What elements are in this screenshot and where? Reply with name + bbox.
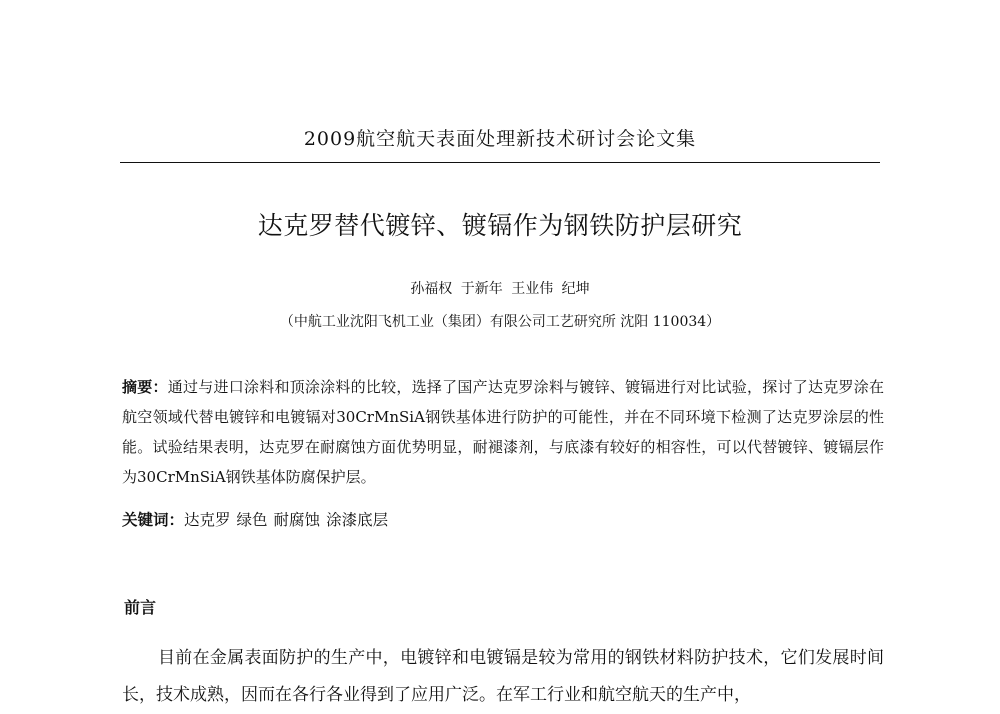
keyword-item: 耐腐蚀 <box>273 511 321 529</box>
abstract-label: 摘要： <box>122 378 168 396</box>
keyword-item: 绿色 <box>236 511 268 529</box>
keywords <box>122 508 884 530</box>
abstract-text: 通过与进口涂料和顶涂涂料的比较，选择了国产达克罗涂料与镀锌、镀镉进行对比试验，探讨了达克罗涂在航空领域代替电镀锌和电镀镉对30CrMnSiA钢铁基体进行防护的可能性，并在不同环境下检测了达克罗涂层的性能。试验结果表明，达克罗在耐腐蚀方面优势明显，耐褪漆剂，与底漆有较好的相容性，可以代替镀锌、镀镉层作为30CrMnSiA钢铁基体防腐保护层。 <box>122 378 884 486</box>
keyword-item: 达克罗 <box>184 511 231 529</box>
paper-authors: 孙福权 于新年 王业伟 纪坤 <box>410 281 590 297</box>
header-divider <box>120 162 880 163</box>
keywords-label: 关键词： <box>122 511 185 529</box>
running-header: 2009航空航天表面处理新技术研讨会论文集 <box>303 128 697 150</box>
paper-affiliation: （中航工业沈阳飞机工业（集团）有限公司工艺研究所 沈阳 110034） <box>279 314 721 330</box>
keyword-item: 涂漆底层 <box>326 511 389 529</box>
paper-title: 达克罗替代镀锌、镀镉作为钢铁防护层研究 <box>257 211 743 240</box>
abstract <box>122 372 884 492</box>
body-paragraph: 目前在金属表面防护的生产中，电镀锌和电镀镉是较为常用的钢铁材料防护技术，它们发展时间长，技术成熟，因而在各行各业得到了应用广泛。在军工行业和航空航天的生产中， <box>122 648 884 705</box>
section-heading: 前言 <box>124 598 157 617</box>
